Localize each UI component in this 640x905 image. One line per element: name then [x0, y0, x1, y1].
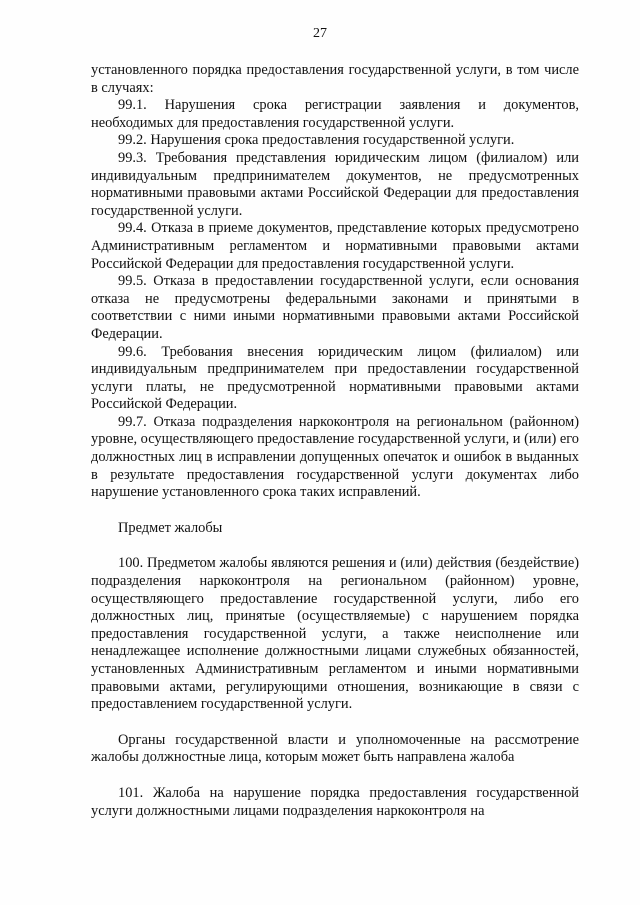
item-99-3: 99.3. Требования представления юридическим лицом (филиалом) или индивидуальным предпринимателем документов, не предусмотренных нормативными правовыми актами Российской Федерации для предоставления государственной услуги.	[91, 149, 579, 219]
item-99-7: 99.7. Отказа подразделения наркоконтроля на региональном (районном) уровне, осуществляющего предоставление государственной услуги, и (или) его должностных лиц в исправлении допущенных опечаток и ошибок в выданных в результате предоставления государственной услуги документах либо нарушение установленного срока таких исправлений.	[91, 413, 579, 501]
item-99-5: 99.5. Отказа в предоставлении государственной услуги, если основания отказа не предусмотрены федеральными законами и принятыми в соответствии с ними иными нормативными правовыми актами Российской Федерации.	[91, 273, 579, 342]
section-heading-authorities: Органы государственной власти и уполномоченные на рассмотрение жалобы должностные лица, которым может быть направлена жалоба	[91, 731, 579, 766]
item-99-6: 99.6. Требования внесения юридическим лицом (филиалом) или индивидуальным предпринимателем при предоставлении государственной услуги платы, не предусмотренной нормативными правовыми актами Российской Федерации.	[91, 343, 579, 413]
item-99-4: 99.4. Отказа в приеме документов, представление которых предусмотрено Административным регламентом и нормативными правовыми актами Российской Федерации для предоставления государственной услуги.	[91, 220, 579, 272]
page-number: 27	[313, 26, 327, 41]
paragraph-100: 100. Предметом жалобы являются решения и (или) действия (бездействие) подразделения наркоконтроля на региональном (районном) уровне, осуществляющего предоставление государственной услуги, либо его должностных лиц, принятые (осуществляемые) с нарушением порядка предоставления государственной услуги, а также неисполнение или ненадлежащее исполнение должностными лицами служебных обязанностей, установленных Административным регламентом и иными нормативными правовыми актами, регулирующими отношения, возникающие в связи с предоставлением государственной услуги.	[91, 555, 579, 713]
item-99-1: 99.1. Нарушения срока регистрации заявления и документов, необходимых для предоставления государственной услуги.	[91, 97, 579, 131]
item-99-2: 99.2. Нарушения срока предоставления государственной услуги.	[118, 132, 515, 149]
document-body	[91, 62, 579, 820]
section-heading-subject: Предмет жалобы	[118, 519, 223, 536]
paragraph-101: 101. Жалоба на нарушение порядка предоставления государственной услуги должностными лицами подразделения наркоконтроля на	[91, 784, 579, 819]
intro-paragraph: установленного порядка предоставления государственной услуги, в том числе в случаях:	[91, 62, 579, 96]
